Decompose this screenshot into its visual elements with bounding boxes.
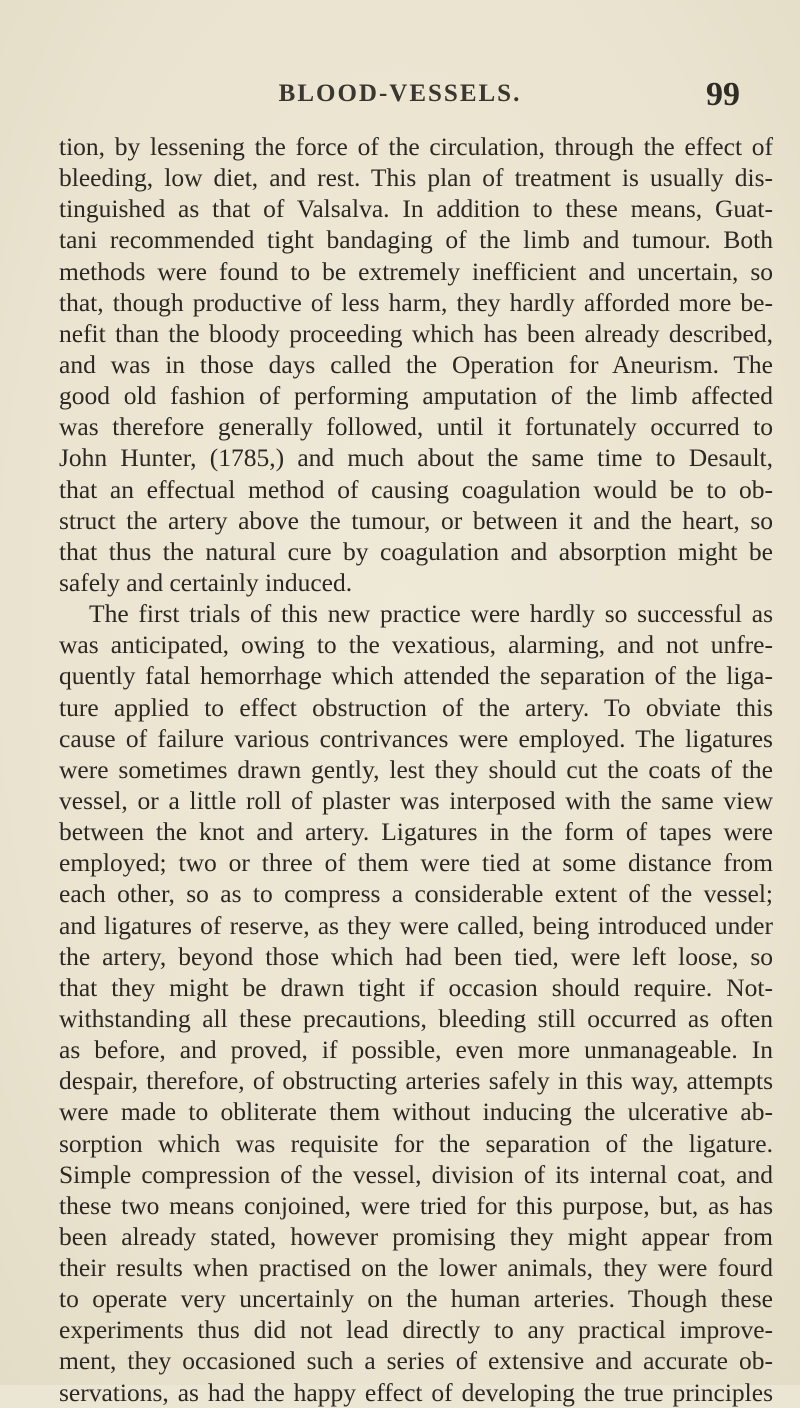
text-line: John Hunter, (1785,) and much about the same time to Desault,: [59, 443, 773, 473]
text-line: vessel, or a little roll of plaster was interposed with the same view: [59, 785, 773, 815]
text-line: that they might be drawn tight if occasion should require. Not-: [59, 972, 773, 1002]
text-line: and ligatures of reserve, as they were called, being introduced under: [59, 910, 773, 940]
text-line: nefit than the bloody proceeding which has been already described,: [59, 318, 773, 348]
text-line: Simple compression of the vessel, division of its internal coat, and: [59, 1159, 773, 1189]
text-line: each other, so as to compress a considerable extent of the vessel;: [59, 879, 773, 909]
text-line: these two means conjoined, were tried for this purpose, but, as has: [59, 1190, 773, 1220]
text-line: experiments thus did not lead directly to any practical improve-: [59, 1315, 773, 1345]
text-line: tinguished as that of Valsalva. In addition to these means, Guat-: [59, 194, 773, 224]
text-line: that thus the natural cure by coagulation and absorption might be: [59, 536, 773, 566]
text-line: the artery, beyond those which had been tied, were left loose, so: [59, 941, 773, 971]
text-line: been already stated, however promising they might appear from: [59, 1221, 773, 1251]
text-line: to operate very uncertainly on the human arteries. Though these: [59, 1284, 773, 1314]
body-text: [59, 131, 773, 1408]
text-line: as before, and proved, if possible, even more unmanageable. In: [59, 1035, 773, 1065]
text-line: were made to obliterate them without inducing the ulcerative ab-: [59, 1097, 773, 1127]
text-line: struct the artery above the tumour, or between it and the heart, so: [59, 505, 773, 535]
running-title: BLOOD-VESSELS.: [278, 80, 522, 107]
text-line: their results when practised on the lower animals, they were fourd: [59, 1253, 773, 1283]
text-line: sorption which was requisite for the separation of the ligature.: [59, 1128, 773, 1158]
text-line: bleeding, low diet, and rest. This plan of treatment is usually dis-: [59, 163, 773, 193]
text-line: between the knot and artery. Ligatures in the form of tapes were: [59, 817, 773, 847]
paragraph-end-line: safely and certainly induced.: [59, 567, 353, 597]
text-line: withstanding all these precautions, bleeding still occurred as often: [59, 1003, 773, 1033]
text-line: servations, as had the happy effect of developing the true principles: [59, 1377, 773, 1407]
text-line: employed; two or three of them were tied at some distance from: [59, 848, 773, 878]
text-line: that, though productive of less harm, they hardly afforded more be-: [59, 287, 773, 317]
text-line: ment, they occasioned such a series of extensive and accurate ob-: [59, 1346, 773, 1376]
text-line: despair, therefore, of obstructing arteries safely in this way, attempts: [59, 1066, 773, 1096]
text-line: were sometimes drawn gently, lest they should cut the coats of the: [59, 754, 773, 784]
text-line: tion, by lessening the force of the circulation, through the effect of: [59, 132, 773, 161]
text-line: methods were found to be extremely inefficient and uncertain, so: [59, 256, 773, 286]
text-line: tani recommended tight bandaging of the limb and tumour. Both: [59, 225, 773, 255]
page-number: 99: [706, 76, 740, 113]
text-line: and was in those days called the Operation for Aneurism. The: [59, 349, 773, 379]
text-line: that an effectual method of causing coagulation would be to ob-: [59, 474, 773, 504]
text-line: was therefore generally followed, until it fortunately occurred to: [59, 412, 773, 442]
paragraph-start-line: The first trials of this new practice were hardly so successful as: [89, 599, 773, 629]
text-line: quently fatal hemorrhage which attended the separation of the liga-: [59, 661, 773, 691]
running-head: [0, 76, 800, 120]
text-line: good old fashion of performing amputation of the limb affected: [59, 381, 773, 411]
text-line: ture applied to effect obstruction of the artery. To obviate this: [59, 692, 773, 722]
text-line: was anticipated, owing to the vexatious, alarming, and not unfre-: [59, 630, 773, 660]
text-line: cause of failure various contrivances were employed. The ligatures: [59, 723, 773, 753]
